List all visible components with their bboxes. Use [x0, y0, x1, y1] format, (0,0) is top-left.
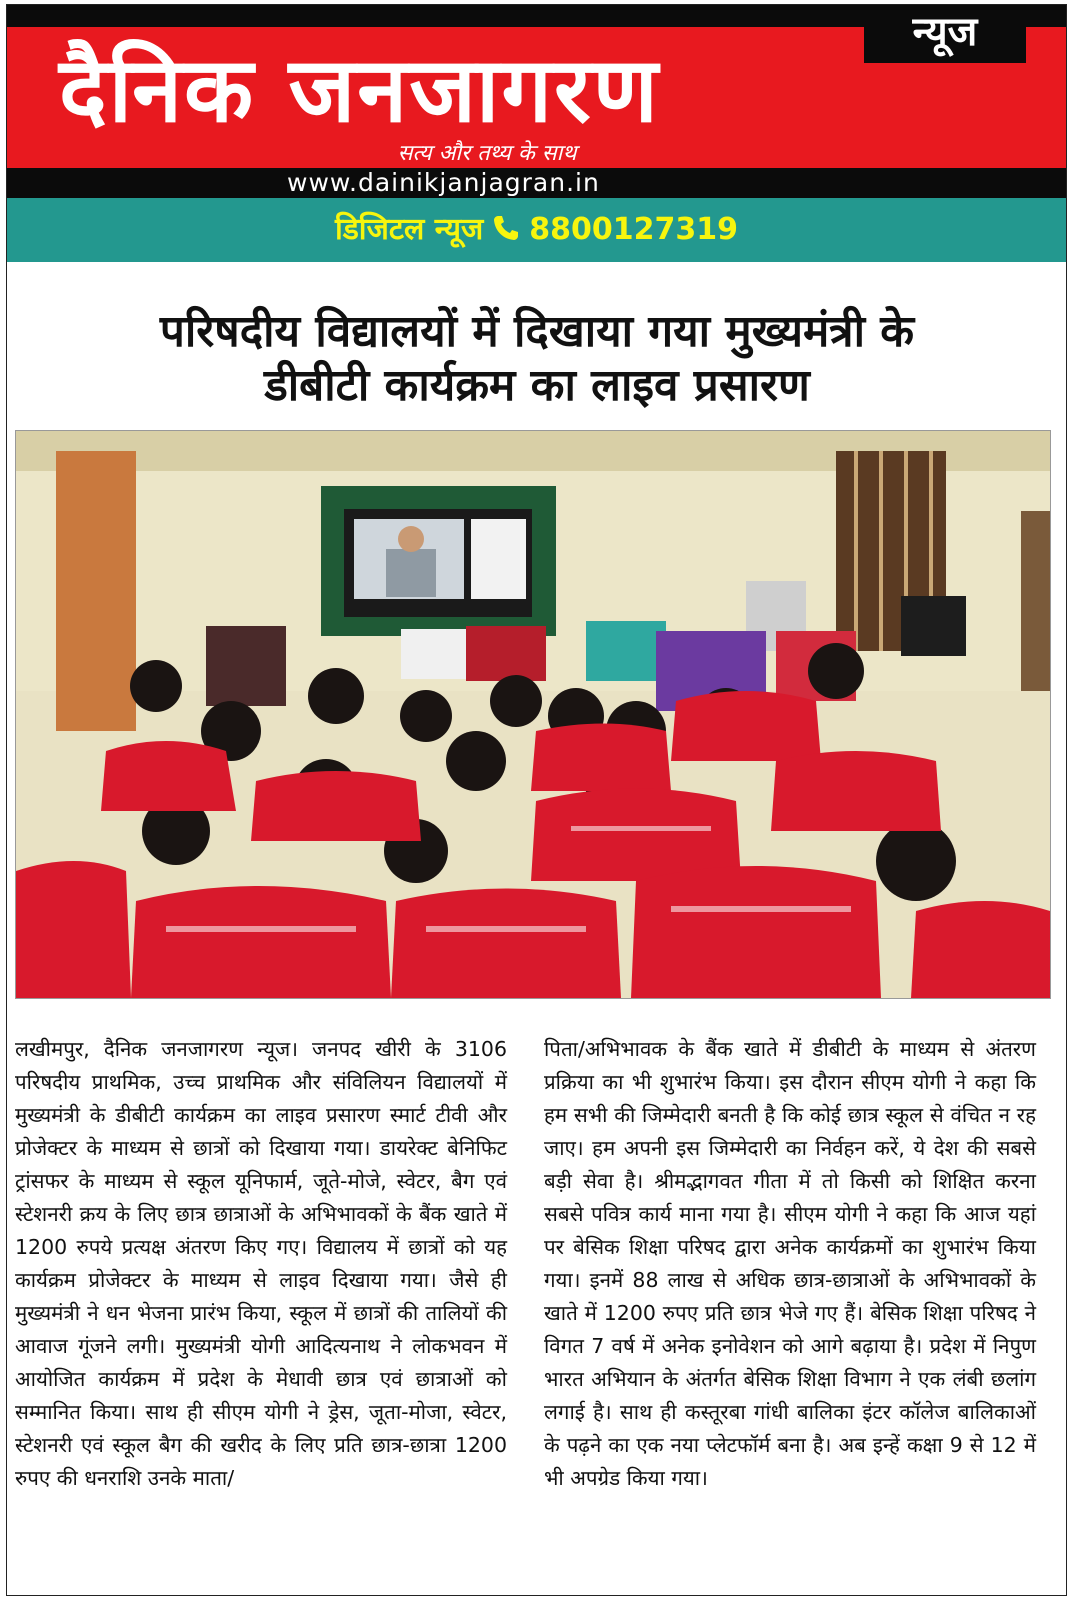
- newspaper-slogan: सत्य और तथ्य के साथ: [397, 141, 577, 166]
- phone-number[interactable]: 8800127319: [529, 212, 738, 247]
- newspaper-title: दैनिक जनजागरण: [59, 38, 660, 143]
- headline-line-1: परिषदीय विद्यालयों में दिखाया गया मुख्यमंत्री के: [159, 306, 915, 357]
- masthead: [7, 5, 1066, 198]
- digital-news-label: डिजिटल न्यूज: [334, 212, 484, 247]
- newspaper-page: [6, 4, 1067, 1596]
- classroom-photo: [15, 430, 1051, 999]
- article-headline: [17, 305, 1057, 413]
- article-body-right-column: पिता/अभिभावक के बैंक खाते में डीबीटी के माध्यम से अंतरण प्रक्रिया का भी शुभारंभ किया। इस दौरान सीएम योगी ने कहा कि हम सभी की जिम्मेदारी बनती है कि कोई छात्र स्कूल से वंचित न रह जाए। हम अपनी इस जिम्मेदारी का निर्वहन करें, ये देश की सबसे बड़ी सेवा है। श्रीमद्भागवत गीता में तो किसी को शिक्षित करना सबसे पवित्र कार्य माना गया है। सीएम योगी ने कहा कि आज यहां पर बेसिक शिक्षा परिषद द्वारा अनेक कार्यक्रमों का शुभारंभ किया गया। इनमें 88 लाख से अधिक छात्र-छात्राओं के अभिभावकों के खाते में 1200 रुपए प्रति छात्र भेजे गए हैं। बेसिक शिक्षा परिषद ने विगत 7 वर्ष में अनेक इनोवेशन को आगे बढ़ाया है। प्रदेश में निपुण भारत अभियान के अंतर्गत बेसिक शिक्षा विभाग ने एक लंबी छलांग लगाई है। साथ ही कस्तूरबा गांधी बालिका इंटर कॉलेज बालिकाओं के पढ़ने का एक नया प्लेटफॉर्म बना है। अब इन्हें कक्षा 9 से 12 में भी अपग्रेड किया गया।: [544, 1037, 1036, 1490]
- website-link[interactable]: www.dainikjanjagran.in: [287, 168, 600, 197]
- phone-icon: [491, 202, 521, 232]
- digital-news-line: [7, 198, 1066, 262]
- article-body-left-column: लखीमपुर, दैनिक जनजागरण न्यूज। जनपद खीरी के 3106 परिषदीय प्राथमिक, उच्च प्राथमिक और संविलियन विद्यालयों में मुख्यमंत्री के डीबीटी कार्यक्रम का लाइव प्रसारण स्मार्ट टीवी और प्रोजेक्टर के माध्यम से छात्रों को दिखाया गया। डायरेक्ट बेनिफिट ट्रांसफर के माध्यम से स्कूल यूनिफार्म, जूते-मोजे, स्वेटर, बैग एवं स्टेशनरी क्रय के लिए छात्र छात्राओं के अभिभावकों के बैंक खाते में 1200 रुपये प्रत्यक्ष अंतरण किए गए। विद्यालय में छात्रों को यह कार्यक्रम प्रोजेक्टर के माध्यम से लाइव दिखाया गया। जैसे ही मुख्यमंत्री ने धन भेजना प्रारंभ किया, स्कूल में छात्रों की तालियों की आवाज गूंजने लगी। मुख्यमंत्री योगी आदित्यनाथ ने लोकभवन में आयोजित कार्यक्रम में प्रदेश के मेधावी छात्र एवं छात्राओं को सम्मानित किया। साथ ही सीएम योगी ने ड्रेस, जूता-मोजा, स्वेटर, स्टेशनरी एवं स्कूल बैग की खरीद के लिए प्रति छात्र-छात्रा 1200 रुपए की धनराशि उनके माता/: [15, 1037, 507, 1490]
- headline-line-2: डीबीटी कार्यक्रम का लाइव प्रसारण: [264, 360, 810, 411]
- news-tag: न्यूज: [864, 5, 1026, 63]
